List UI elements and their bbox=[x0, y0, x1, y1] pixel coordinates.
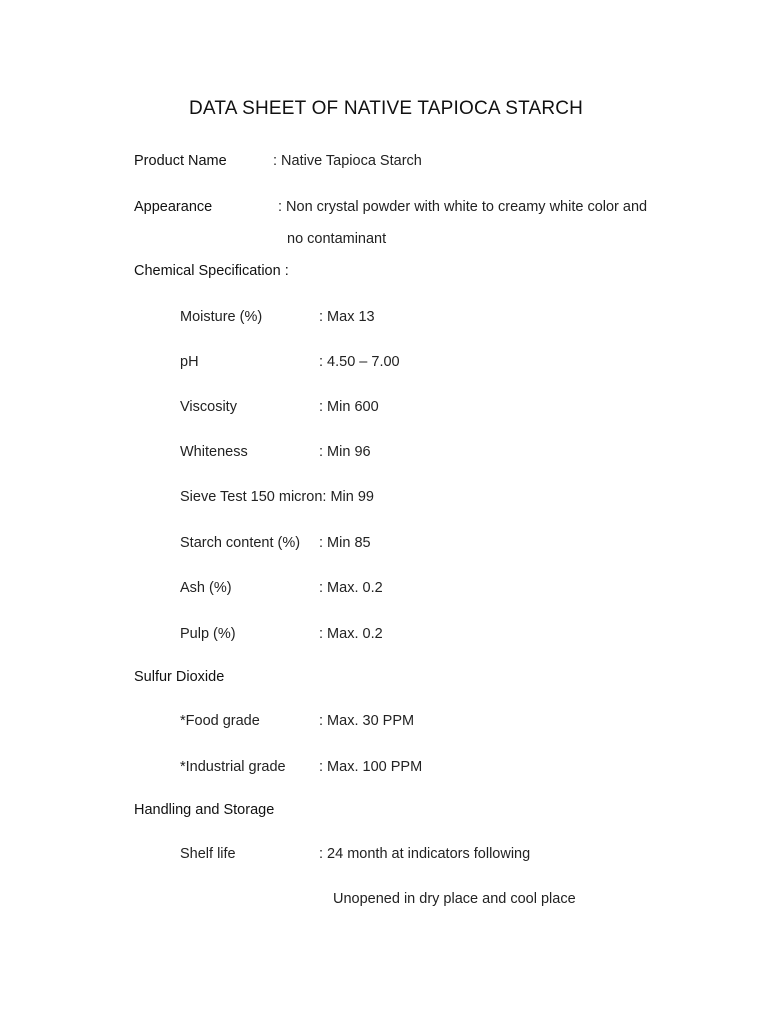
moisture-label: Moisture (%) bbox=[180, 309, 263, 325]
starch-content-value: : Min 85 bbox=[319, 535, 371, 551]
starch-content-label: Starch content (%) bbox=[180, 535, 301, 551]
chemical-spec-heading: Chemical Specification : bbox=[134, 263, 289, 279]
document-title: DATA SHEET OF NATIVE TAPIOCA STARCH bbox=[189, 98, 584, 119]
sieve-test-line: Sieve Test 150 micron: Min 99 bbox=[180, 489, 374, 505]
appearance-value-continued: no contaminant bbox=[287, 231, 387, 247]
food-grade-value: : Max. 30 PPM bbox=[319, 713, 415, 729]
shelf-life-label: Shelf life bbox=[180, 846, 236, 862]
food-grade-label: *Food grade bbox=[180, 713, 260, 729]
ph-label: pH bbox=[180, 354, 199, 370]
ash-value: : Max. 0.2 bbox=[319, 580, 383, 596]
viscosity-value: : Min 600 bbox=[319, 399, 379, 415]
moisture-value: : Max 13 bbox=[319, 309, 375, 325]
industrial-grade-label: *Industrial grade bbox=[180, 759, 286, 775]
product-name-value: : Native Tapioca Starch bbox=[273, 153, 422, 169]
pulp-value: : Max. 0.2 bbox=[319, 626, 383, 642]
appearance-value: : Non crystal powder with white to creamy white color and bbox=[278, 199, 648, 215]
shelf-life-condition: Unopened in dry place and cool place bbox=[333, 891, 576, 907]
viscosity-label: Viscosity bbox=[180, 399, 237, 415]
shelf-life-value: : 24 month at indicators following bbox=[319, 846, 531, 862]
pulp-label: Pulp (%) bbox=[180, 626, 236, 642]
appearance-label: Appearance bbox=[134, 199, 213, 215]
sulfur-dioxide-heading: Sulfur Dioxide bbox=[134, 669, 225, 685]
ph-value: : 4.50 – 7.00 bbox=[319, 354, 400, 370]
product-name-label: Product Name bbox=[134, 153, 227, 169]
industrial-grade-value: : Max. 100 PPM bbox=[319, 759, 423, 775]
handling-storage-heading: Handling and Storage bbox=[134, 802, 275, 818]
whiteness-label: Whiteness bbox=[180, 444, 248, 460]
whiteness-value: : Min 96 bbox=[319, 444, 371, 460]
ash-label: Ash (%) bbox=[180, 580, 232, 596]
